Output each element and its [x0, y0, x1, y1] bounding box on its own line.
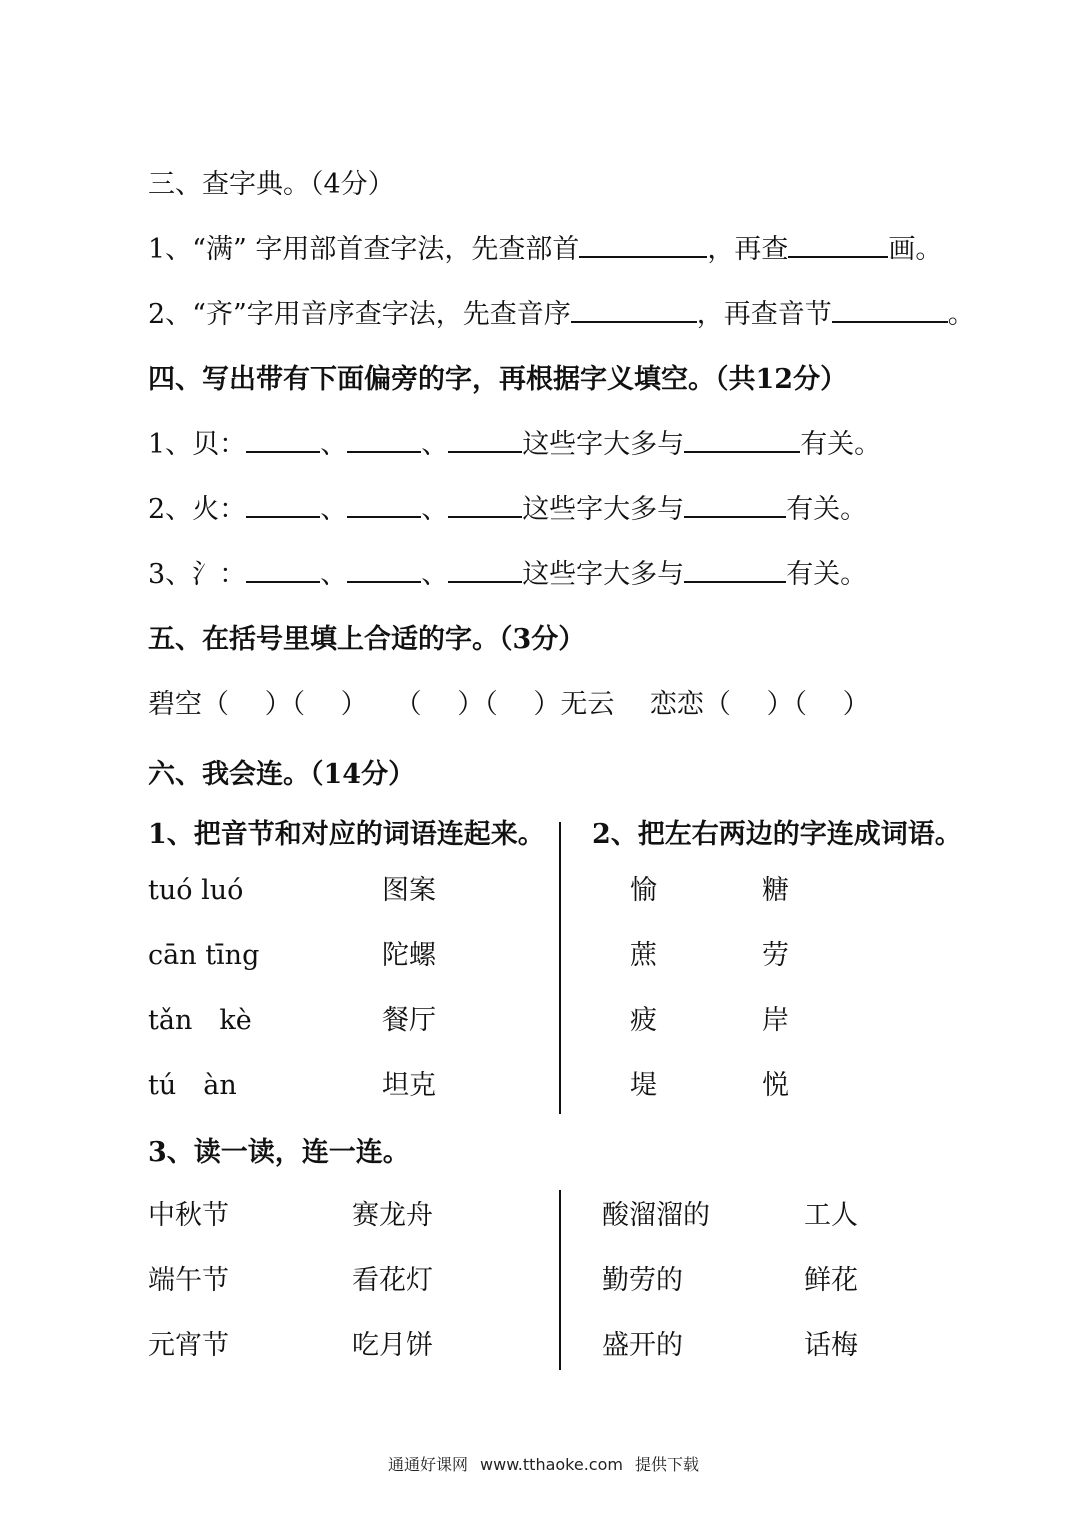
word-item[interactable]: 图案 — [382, 875, 436, 906]
section-4-item-2 — [148, 493, 867, 527]
left-char-item[interactable]: 堤 — [630, 1070, 657, 1101]
noun-item[interactable]: 工人 — [804, 1200, 858, 1231]
column-divider — [559, 1190, 561, 1370]
section-3-question-1 — [148, 233, 942, 267]
left-char-item[interactable]: 愉 — [630, 875, 657, 906]
item-end: 有关。 — [786, 559, 868, 590]
word-item[interactable]: 坦克 — [382, 1070, 436, 1101]
q1-text-a: 1、“满” 字用部首查字法，先查部首 — [148, 234, 580, 265]
festival-item[interactable]: 端午节 — [148, 1265, 229, 1296]
item-mid: 这些字大多与 — [522, 494, 685, 525]
pinyin-item[interactable]: tǎn kè — [148, 1005, 252, 1036]
section-6-sub-3: 3、读一读，连一连。 — [148, 1137, 410, 1168]
blank-radical[interactable] — [579, 234, 707, 258]
blank-char[interactable] — [448, 429, 522, 453]
blank-meaning[interactable] — [684, 429, 800, 453]
section-4-item-3 — [148, 558, 867, 592]
word-item[interactable]: 餐厅 — [382, 1005, 436, 1036]
blank-char[interactable] — [347, 494, 421, 518]
section-6-title: 六、我会连。（14分） — [148, 759, 416, 790]
item-mid: 这些字大多与 — [522, 559, 685, 590]
q2-text-c: 。 — [947, 299, 975, 330]
separator: 、 — [421, 429, 449, 460]
column-divider — [559, 822, 561, 1114]
item-end: 有关。 — [786, 494, 868, 525]
noun-item[interactable]: 话梅 — [804, 1330, 858, 1361]
section-4-item-1 — [148, 428, 881, 462]
separator: 、 — [320, 429, 348, 460]
pinyin-item[interactable]: tú àn — [148, 1070, 237, 1101]
festival-item[interactable]: 中秋节 — [148, 1200, 229, 1231]
blank-char[interactable] — [246, 559, 320, 583]
item-label: 3、氵： — [148, 559, 247, 590]
item-label: 2、火： — [148, 494, 247, 525]
section-6-sub-2: 2、把左右两边的字连成词语。 — [592, 819, 962, 850]
blank-meaning[interactable] — [684, 559, 786, 583]
custom-item[interactable]: 看花灯 — [352, 1265, 433, 1296]
section-5-line: 碧空（ ）（ ） （ ）（ ）无云 恋恋（ ）（ ） — [148, 689, 870, 720]
q1-text-c: 画。 — [888, 234, 943, 265]
right-char-item[interactable]: 悦 — [762, 1070, 789, 1101]
section-5-title: 五、在括号里填上合适的字。（3分） — [148, 624, 586, 655]
blank-char[interactable] — [246, 494, 320, 518]
adjective-item[interactable]: 盛开的 — [602, 1330, 683, 1361]
footer-site: 通通好课网 — [388, 1455, 469, 1474]
custom-item[interactable]: 吃月饼 — [352, 1330, 433, 1361]
custom-item[interactable]: 赛龙舟 — [352, 1200, 433, 1231]
word-item[interactable]: 陀螺 — [382, 940, 436, 971]
section-4-title: 四、写出带有下面偏旁的字，再根据字义填空。（共12分） — [148, 364, 848, 395]
item-mid: 这些字大多与 — [522, 429, 685, 460]
blank-syllable[interactable] — [832, 299, 948, 323]
right-char-item[interactable]: 劳 — [762, 940, 789, 971]
separator: 、 — [421, 494, 449, 525]
left-char-item[interactable]: 疲 — [630, 1005, 657, 1036]
separator: 、 — [421, 559, 449, 590]
noun-item[interactable]: 鲜花 — [804, 1265, 858, 1296]
blank-meaning[interactable] — [684, 494, 786, 518]
footer-url[interactable]: www.tthaoke.com — [480, 1455, 623, 1474]
left-char-item[interactable]: 蔗 — [630, 940, 657, 971]
q2-text-b: ，再查音节 — [696, 299, 832, 330]
item-label: 1、贝： — [148, 429, 247, 460]
separator: 、 — [320, 559, 348, 590]
blank-initial[interactable] — [571, 299, 697, 323]
footer-tail: 提供下载 — [634, 1455, 699, 1474]
pinyin-item[interactable]: cān tīng — [148, 940, 260, 971]
blank-char[interactable] — [246, 429, 320, 453]
page-footer — [0, 1452, 1087, 1475]
section-3-title: 三、查字典。（4分） — [148, 169, 395, 200]
section-6-sub-1: 1、把音节和对应的词语连起来。 — [148, 819, 545, 850]
adjective-item[interactable]: 勤劳的 — [602, 1265, 683, 1296]
right-char-item[interactable]: 糖 — [762, 875, 789, 906]
section-3-question-2 — [148, 298, 975, 332]
blank-strokes[interactable] — [788, 234, 888, 258]
q2-text-a: 2、“齐”字用音序查字法，先查音序 — [148, 299, 571, 330]
item-end: 有关。 — [800, 429, 882, 460]
right-char-item[interactable]: 岸 — [762, 1005, 789, 1036]
q1-text-b: ，再查 — [707, 234, 789, 265]
festival-item[interactable]: 元宵节 — [148, 1330, 229, 1361]
adjective-item[interactable]: 酸溜溜的 — [602, 1200, 710, 1231]
separator: 、 — [320, 494, 348, 525]
blank-char[interactable] — [347, 429, 421, 453]
pinyin-item[interactable]: tuó luó — [148, 875, 244, 906]
blank-char[interactable] — [448, 559, 522, 583]
blank-char[interactable] — [448, 494, 522, 518]
blank-char[interactable] — [347, 559, 421, 583]
